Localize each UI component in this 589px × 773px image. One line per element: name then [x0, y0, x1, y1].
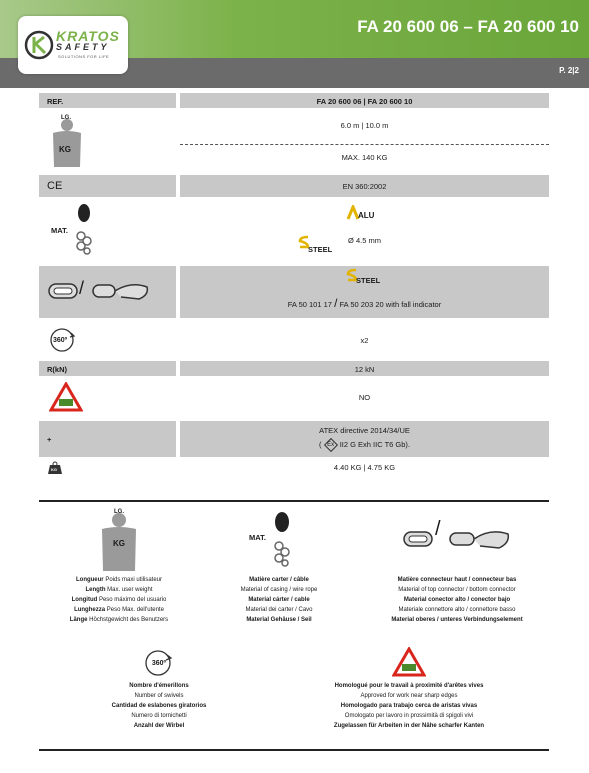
legend1-l3: Peso máximo del usuario: [97, 597, 167, 603]
swivel-value: x2: [360, 336, 369, 345]
legend-sharp-edge: [304, 645, 514, 731]
legend-material: [204, 507, 354, 625]
body-silhouette-icon: [47, 117, 87, 169]
legend1-l4-bold: Lunghezza: [74, 607, 106, 613]
legend4-l3: Cantidad de eslabones giratorios: [111, 703, 207, 709]
dashed-divider: [180, 144, 549, 145]
atex-line1: ATEX directive 2014/34/UE: [319, 426, 410, 435]
material-row: [39, 201, 549, 261]
kratos-logo: [18, 16, 128, 74]
scaffold-hook-icon: [91, 279, 151, 303]
alu-label: ALU: [358, 211, 375, 220]
legend-swivel: [84, 645, 234, 731]
legend1-l5-bold: Länge: [69, 617, 88, 623]
atex-label: +: [47, 435, 52, 444]
legend2-l1: Matière carter / câble: [249, 577, 309, 583]
legend4-l4: Numero di tornichetti: [131, 713, 187, 719]
scaffold-hook-icon: [448, 526, 512, 552]
legend-top-separator: [39, 500, 549, 502]
connector-slash-left: /: [79, 278, 85, 298]
mass-kg-label: KG: [51, 467, 57, 472]
wire-rope-icon: [75, 231, 93, 255]
ref-row: [39, 93, 549, 108]
legend3-l3: Material conector alto / conector bajo: [403, 597, 511, 603]
length-weight-row: [39, 111, 549, 171]
legend2-l3: Material cárter / cable: [248, 597, 310, 603]
connector-value-b: FA 50 203 20 with fall indicator: [339, 300, 442, 309]
page-header: [0, 0, 589, 88]
wire-rope-icon: [273, 541, 291, 567]
legend-bottom-separator: [39, 749, 549, 751]
legend5-l2: Approved for work near sharp edges: [360, 693, 458, 699]
standard-row: [39, 175, 549, 197]
legend-connector: [364, 507, 550, 625]
sharp-edge-row: [39, 379, 549, 417]
swivel-label: 360º: [53, 337, 68, 344]
legend2-l5: Material Gehäuse / Seil: [246, 617, 312, 623]
legend3-l4: Materiale connettore alto / connettore basso: [398, 607, 516, 613]
casing-icon: [77, 203, 91, 223]
logo-tagline: SOLUTIONS FOR LIFE: [58, 54, 110, 59]
legend3-l5: Material oberes / unteres Verbindungselement: [391, 617, 523, 623]
legend5-l5: Zugelassen für Arbeiten in der Nähe scharfer Kanten: [333, 723, 485, 729]
casing-icon: [274, 511, 290, 533]
legend-mat-label: MAT.: [249, 533, 266, 542]
page-title: FA 20 600 06 – FA 20 600 10: [357, 17, 579, 36]
atex-line2: II2 G Exh IIC T6 Gb).: [339, 440, 410, 449]
lg-label: LG.: [61, 115, 71, 121]
legend1-l4: Peso Max. dell'utente: [105, 607, 164, 613]
legend5-l3: Homologado para trabajo cerca de aristas vivas: [340, 703, 478, 709]
legend4-l1: Nombre d'émerillons: [129, 683, 189, 689]
ex-hexagon-icon: Ex: [324, 438, 338, 452]
logo-sub: SAFETY: [56, 42, 110, 52]
kratos-k-icon: [24, 30, 54, 60]
ref-value: FA 20 600 06 | FA 20 600 10: [316, 97, 413, 106]
page-number: P. 2|2: [559, 66, 579, 75]
carabiner-icon: [402, 529, 434, 549]
r-value: 12 kN: [354, 365, 375, 374]
kg-label: KG: [59, 145, 71, 154]
legend-kg-label: KG: [113, 539, 125, 548]
r-label: R(kN): [47, 365, 67, 374]
swivel-row: [39, 322, 549, 358]
legend1-l1: Poids maxi utilisateur: [103, 577, 163, 583]
atex-row: [39, 421, 549, 457]
weight-value: MAX. 140 KG: [341, 153, 388, 162]
legend-length-weight: [44, 507, 194, 625]
legend3-l1: Matière connecteur haut / connecteur bas: [397, 577, 517, 583]
steel-label: STEEL: [308, 245, 333, 254]
connector-row: [39, 266, 549, 318]
mat-label: MAT.: [51, 226, 68, 235]
edge-value: NO: [358, 393, 371, 402]
legend2-l4: Material dei carter / Cavo: [245, 607, 313, 613]
legend5-l1: Homologué pour le travail à proximité d'arêtes vives: [334, 683, 484, 689]
legend4-l2: Number of swivels: [134, 693, 184, 699]
legend2-l2: Material of casing / wire rope: [240, 587, 318, 593]
ce-mark: CE: [47, 180, 63, 192]
sharp-edge-warning-icon: [49, 382, 83, 412]
mass-row: [39, 459, 549, 477]
legend1-l3-bold: Longitud: [71, 597, 98, 603]
carabiner-icon: [47, 281, 79, 301]
atex-open-paren: (: [319, 440, 322, 449]
logo-name: KRATOS: [56, 28, 120, 44]
connector-value-a: FA 50 101 17: [287, 300, 332, 309]
mass-value: 4.40 KG | 4.75 KG: [333, 463, 396, 472]
legend1-l1-bold: Longueur: [75, 577, 104, 583]
legend4-l5: Anzahl der Wirbel: [133, 723, 185, 729]
legend1-l2-bold: Length: [85, 587, 106, 593]
resistance-row: [39, 361, 549, 376]
atex-line2-wrap: [180, 440, 549, 450]
en-value: EN 360:2002: [342, 182, 387, 191]
legend-connector-slash: /: [435, 518, 441, 540]
ref-label: REF.: [47, 97, 64, 106]
connector-slash: /: [334, 296, 338, 310]
connector-value: [180, 296, 549, 310]
legend5-l4: Omologato per lavoro in prossimità di spigoli vivi: [344, 713, 474, 719]
sharp-edge-warning-icon: [392, 647, 426, 677]
legend3-l2: Material of top connector / bottom connector: [398, 587, 516, 593]
legend-lg-label: LG.: [114, 509, 124, 515]
connector-steel-label: STEEL: [356, 276, 381, 285]
legend1-l5: Höchstgewicht des Benutzers: [87, 617, 169, 623]
cable-value: Ø 4.5 mm: [348, 236, 381, 245]
length-value: 6.0 m | 10.0 m: [340, 121, 389, 130]
legend-swivel-label: 360º: [151, 660, 167, 667]
legend1-l2: Max. user weight: [105, 587, 153, 593]
